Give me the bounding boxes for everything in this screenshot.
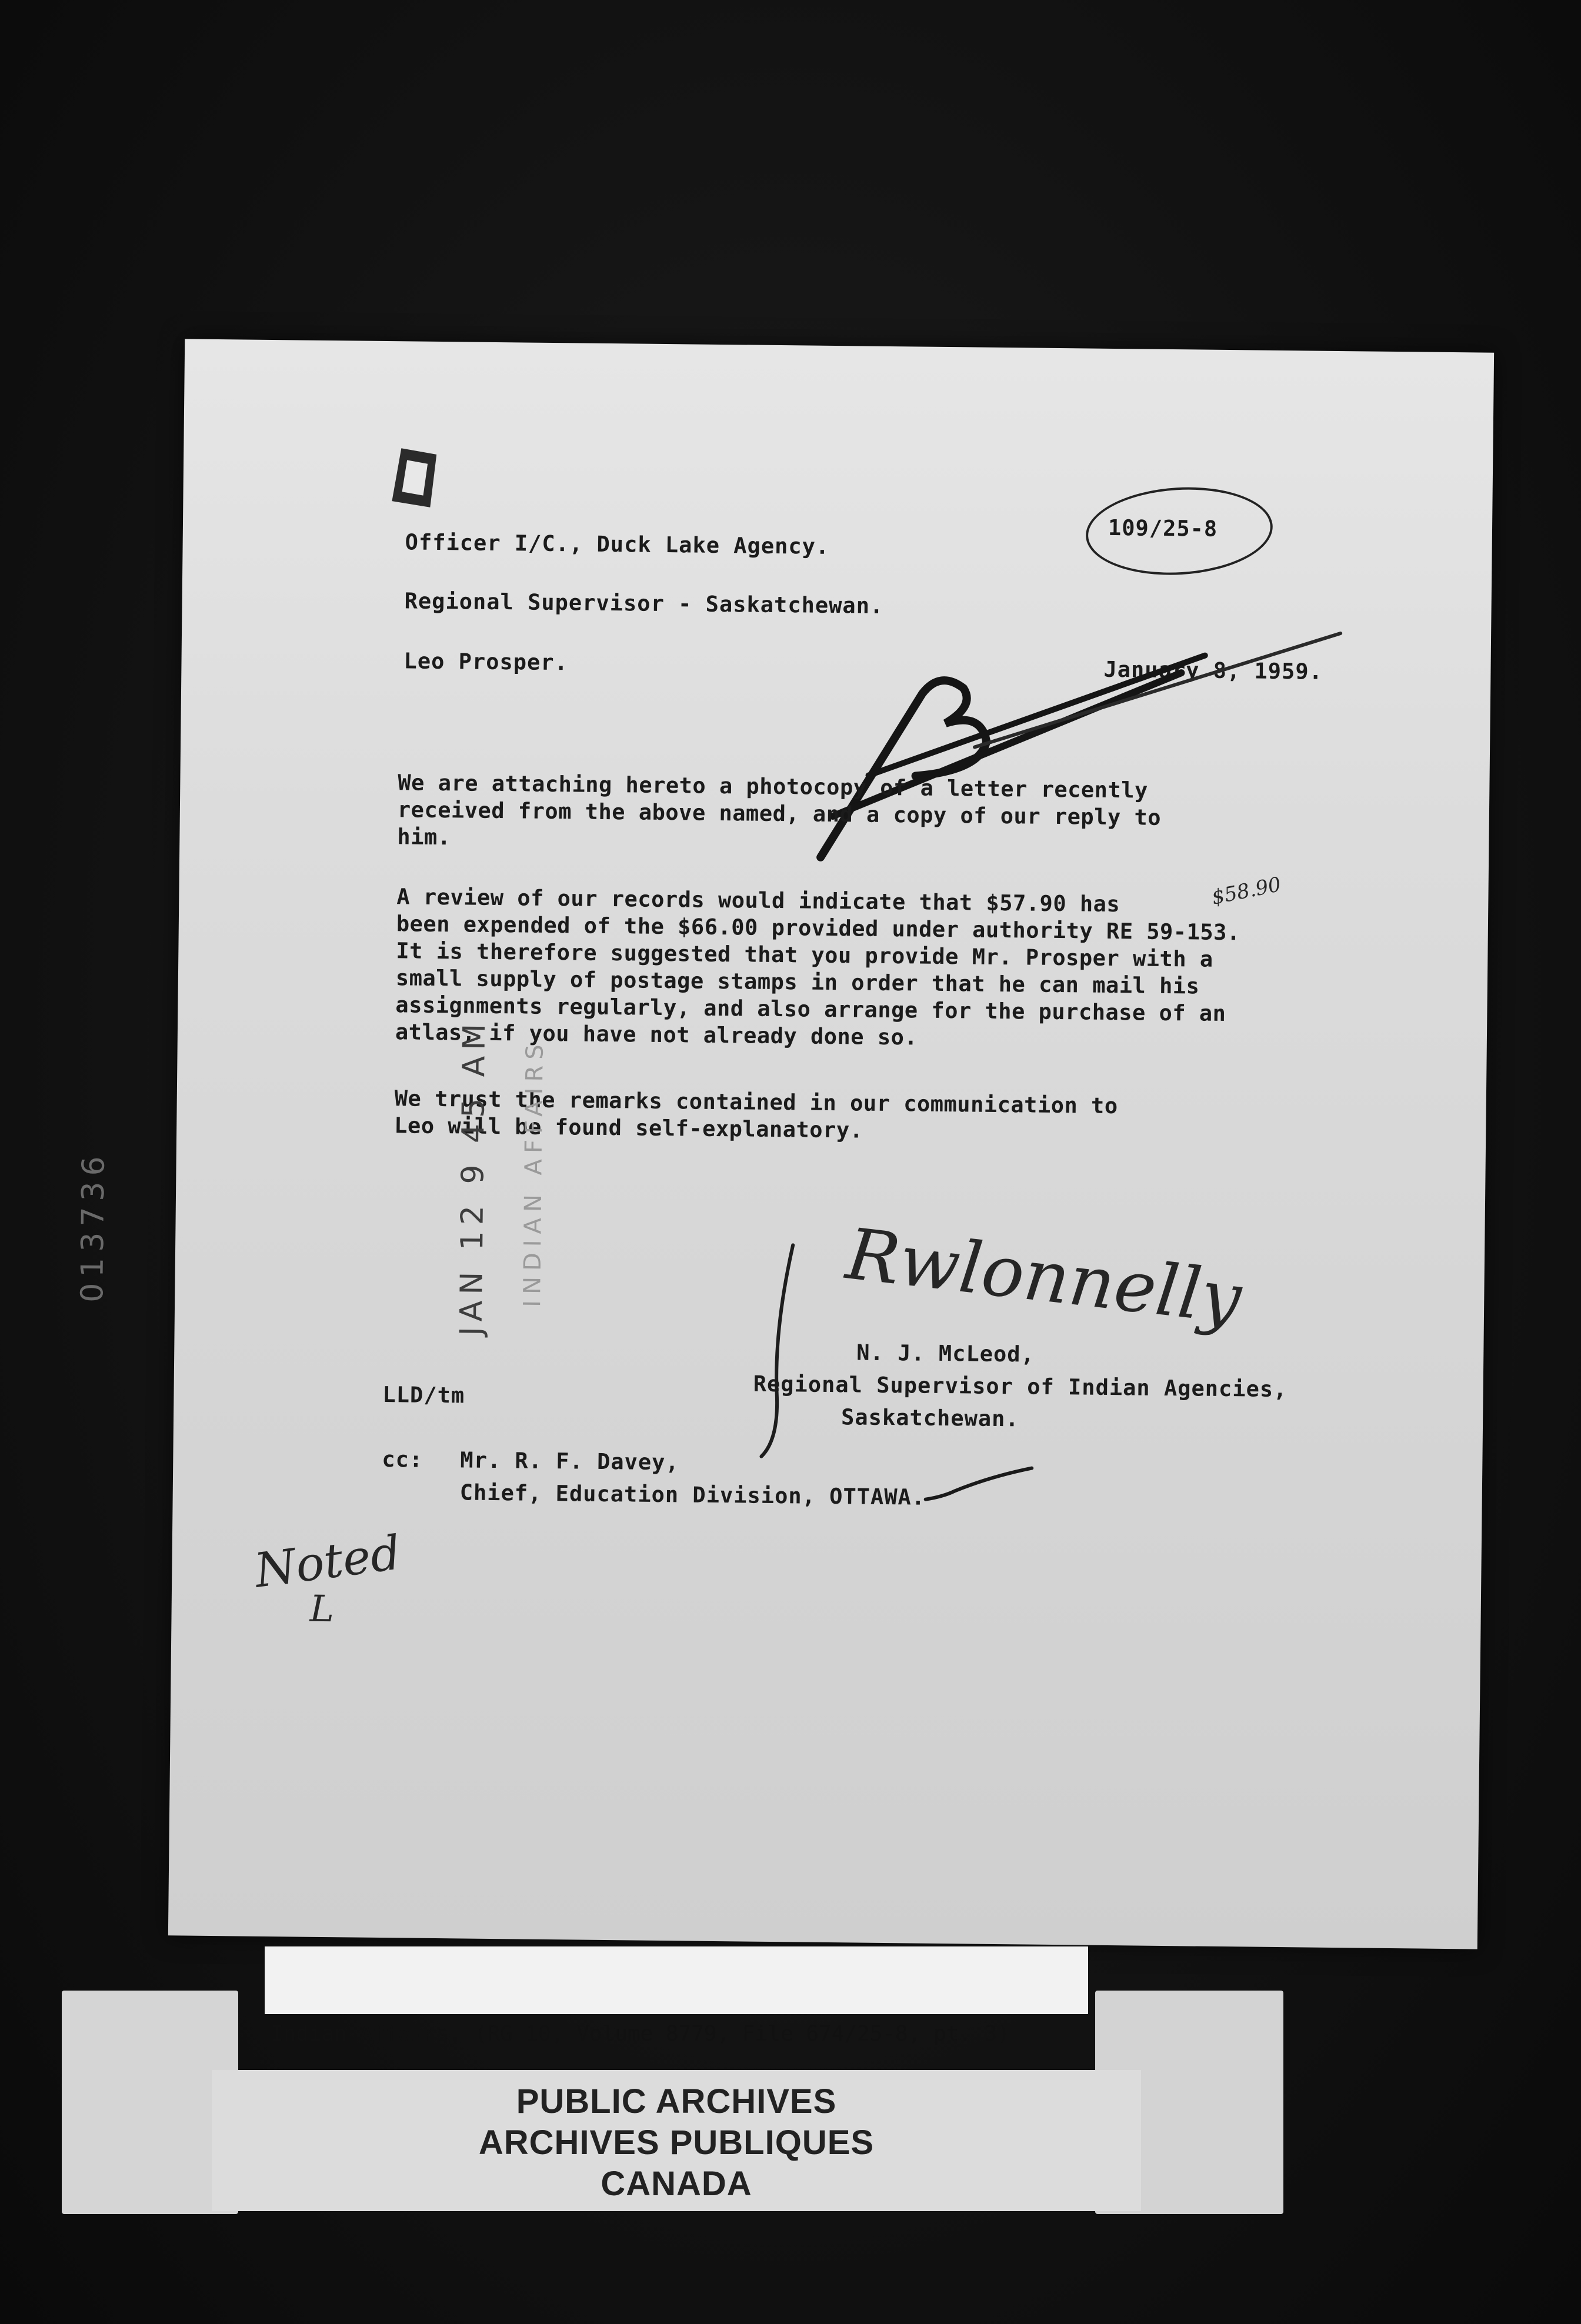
archive-label-english: PUBLIC ARCHIVES (516, 2082, 837, 2121)
letter-date: January 8, 1959. (1103, 656, 1323, 684)
check-mark-icon (919, 1464, 1038, 1512)
punch-hole-icon (383, 442, 448, 519)
archive-citation: Indian Affairs. (RG 10, Volume 8779, File 674/25-8, pt. 3) (271, 2022, 1010, 2046)
signatory-region: Saskatchewan. (840, 1404, 1019, 1432)
signature-stroke-icon (749, 1239, 805, 1463)
subject-line: Leo Prosper. (403, 648, 569, 676)
archive-label-country: CANADA (601, 2165, 752, 2203)
letter-page (75, 339, 1494, 1949)
body-paragraph-3: We trust the remarks contained in our communication to Leo will be found self-explanatory. (394, 1086, 1118, 1143)
cc-recipient-title: Chief, Education Division, OTTAWA. (459, 1480, 926, 1510)
margin-note-initial: L (309, 1587, 335, 1631)
cc-recipient-name: Mr. R. F. Davey, (460, 1447, 679, 1475)
typist-initials: LLD/tm (382, 1382, 465, 1408)
sender-line: Regional Supervisor - Saskatchewan. (404, 588, 884, 619)
archive-label-french: ARCHIVES PUBLIQUES (478, 2123, 875, 2162)
file-number: 109/25-8 (1108, 515, 1218, 542)
body-paragraph-2: A review of our records would indicate that $57.90 has been expended of the $66.00 provided under authority RE 59-153. It is therefore suggested that you provide Mr. Prosper with a small supply of postage stamps in order that he can mail his assignments regularly, and also arrange for the purchase of an atlas, if you have not already done so. (395, 884, 1240, 1050)
handwritten-signature: Rwlonnelly (842, 1213, 1246, 1341)
cc-label: cc: (382, 1447, 423, 1472)
archive-citation-strip (265, 1946, 1088, 2014)
signatory-title: Regional Supervisor of Indian Agencies, (753, 1371, 1288, 1403)
body-paragraph-1: We are attaching hereto a photocopy of a letter recently received from the above named, and a copy of our reply to him. (397, 770, 1162, 850)
received-date-stamp: JAN 12 9 45 AM (453, 1017, 493, 1336)
margin-note: Noted (251, 1525, 404, 1598)
addressee-line: Officer I/C., Duck Lake Agency. (405, 529, 830, 559)
received-agency-stamp: INDIAN AFFAIRS (519, 1039, 549, 1307)
signatory-name: N. J. McLeod, (856, 1340, 1035, 1367)
serial-number-stamp: 013736 (75, 1150, 112, 1303)
handwritten-amount-note: $58.90 (1209, 873, 1283, 910)
